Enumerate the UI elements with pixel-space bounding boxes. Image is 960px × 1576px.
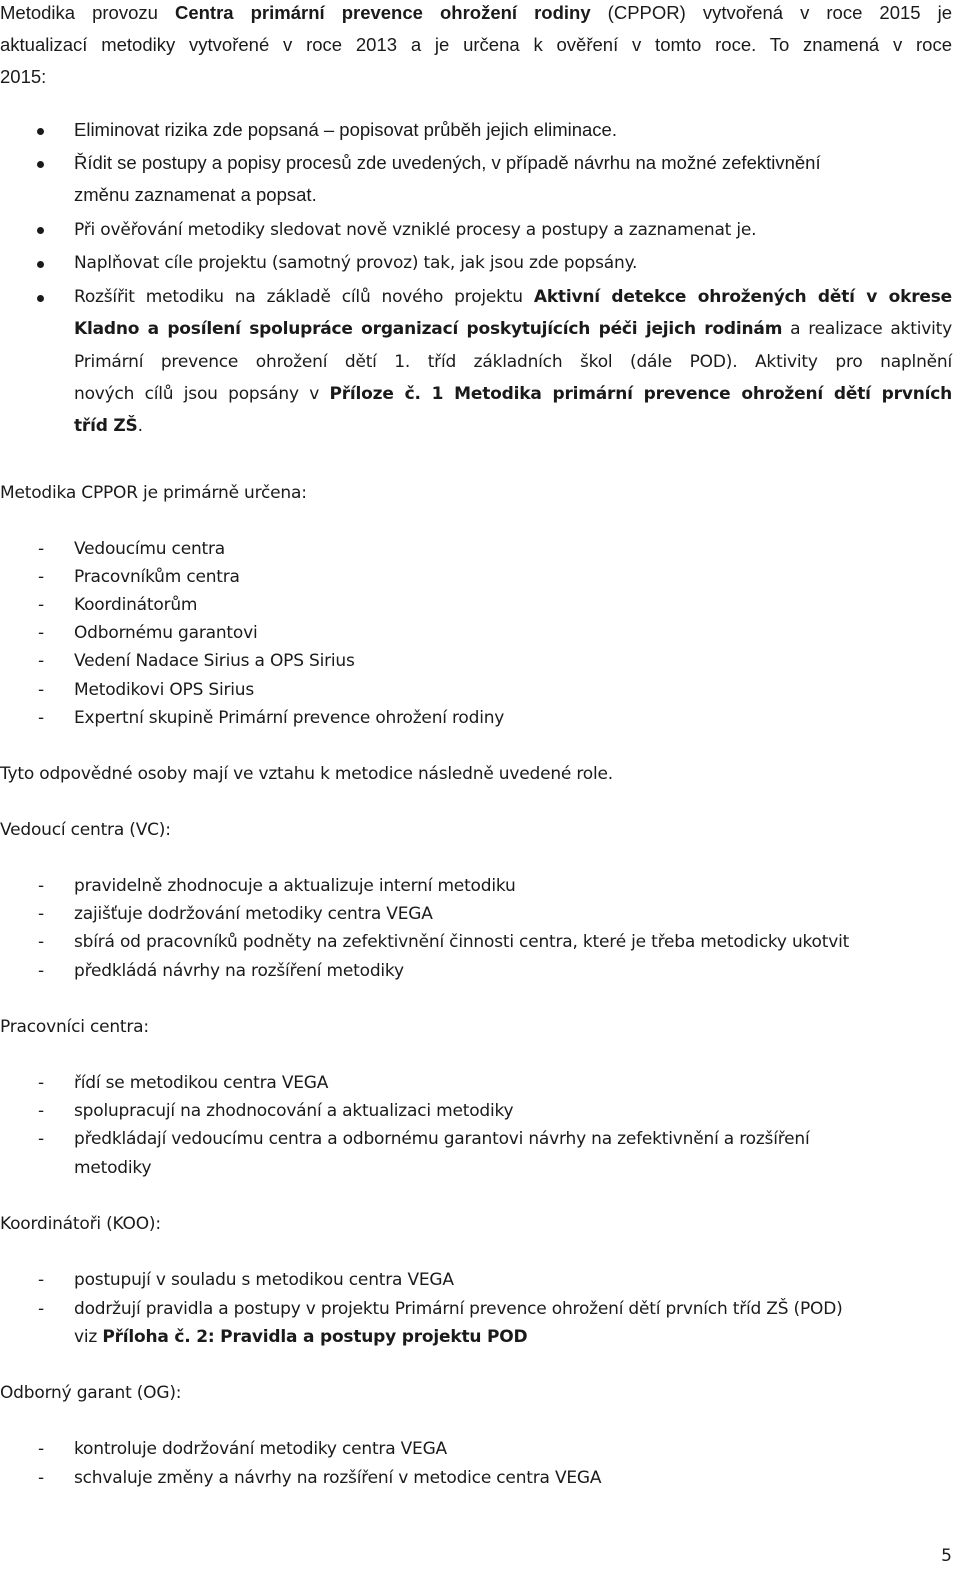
pc-item: spolupracují na zhodnocování a aktualizaci metodiky (74, 1101, 514, 1121)
vc-item: pravidelně zhodnocuje a aktualizuje interní metodiku (74, 876, 516, 896)
intro-line-1: Metodika provozu Centra primární prevence ohrožení rodiny (CPPOR) vytvořená v roce 2015 je (0, 2, 953, 23)
og-heading: Odborný garant (OG): (0, 1383, 182, 1403)
list-dash: - (38, 932, 45, 952)
koo-item: postupují v souladu s metodikou centra VEGA (74, 1270, 454, 1290)
page-number: 5 (941, 1546, 952, 1566)
list-dash: - (38, 680, 45, 700)
intro-line-2: aktualizací metodiky vytvořené v roce 2013 a je určena k ověření v tomto roce. To znamená v roce (0, 34, 952, 55)
bullet-item-5-line-5: tříd ZŠ. (74, 416, 143, 436)
list-dash: - (38, 876, 45, 896)
list-dash: - (38, 1468, 45, 1488)
intro-line-3: 2015: (0, 66, 47, 87)
pc-item-continuation: metodiky (74, 1158, 152, 1178)
koo-item-continuation: viz Příloha č. 2: Pravidla a postupy projektu POD (74, 1327, 528, 1347)
pc-item: předkládají vedoucímu centra a odbornému garantovi návrhy na zefektivnění a rozšíření (74, 1129, 810, 1149)
pc-heading: Pracovníci centra: (0, 1017, 149, 1037)
og-item: kontroluje dodržování metodiky centra VEGA (74, 1439, 447, 1459)
list-dash: - (38, 904, 45, 924)
target-item: Odbornému garantovi (74, 623, 258, 643)
roles-sentence: Tyto odpovědné osoby mají ve vztahu k metodice následně uvedené role. (0, 764, 613, 784)
list-dash: - (38, 1073, 45, 1093)
vc-item: předkládá návrhy na rozšíření metodiky (74, 961, 404, 981)
target-item: Koordinátorům (74, 595, 198, 615)
target-item: Metodikovi OPS Sirius (74, 680, 255, 700)
list-dash: - (38, 1439, 45, 1459)
list-dash: - (38, 1101, 45, 1121)
list-dash: - (38, 1129, 45, 1149)
pc-item: řídí se metodikou centra VEGA (74, 1073, 329, 1093)
bullet-dot (37, 128, 44, 135)
bullet-item-4: Naplňovat cíle projektu (samotný provoz) tak, jak jsou zde popsány. (74, 253, 638, 273)
list-dash: - (38, 708, 45, 728)
bullet-item-5-line-2: Kladno a posílení spolupráce organizací poskytujících péči jejich rodinám a realizace aktivity (74, 319, 952, 339)
bullet-dot (37, 227, 44, 234)
bullet-dot (37, 161, 44, 168)
vc-item: sbírá od pracovníků podněty na zefektivnění činnosti centra, které je třeba metodicky ukotvit (74, 932, 850, 952)
og-item: schvaluje změny a návrhy na rozšíření v metodice centra VEGA (74, 1468, 602, 1488)
bullet-item-5-line-1: Rozšířit metodiku na základě cílů nového projektu Aktivní detekce ohrožených dětí v okrese (74, 287, 952, 307)
vc-item: zajišťuje dodržování metodiky centra VEGA (74, 904, 433, 924)
bullet-item-2-line-1: Řídit se postupy a popisy procesů zde uvedených, v případě návrhu na možné zefektivnění (74, 152, 821, 173)
centre-name: Centra primární prevence ohrožení rodiny (174, 2, 591, 23)
koo-heading: Koordinátoři (KOO): (0, 1214, 161, 1234)
bullet-item-1: Eliminovat rizika zde popsaná – popisovat průběh jejich eliminace. (74, 119, 617, 140)
target-item: Pracovníkům centra (74, 567, 240, 587)
bullet-dot (37, 261, 44, 268)
target-heading: Metodika CPPOR je primárně určena: (0, 483, 307, 503)
target-item: Expertní skupině Primární prevence ohrožení rodiny (74, 708, 505, 728)
list-dash: - (38, 567, 45, 587)
list-dash: - (38, 651, 45, 671)
bullet-dot (37, 295, 44, 302)
list-dash: - (38, 623, 45, 643)
list-dash: - (38, 1270, 45, 1290)
target-item: Vedení Nadace Sirius a OPS Sirius (74, 651, 355, 671)
vc-heading: Vedoucí centra (VC): (0, 820, 171, 840)
list-dash: - (38, 539, 45, 559)
bullet-item-5-line-4: nových cílů jsou popsány v Příloze č. 1 Metodika primární prevence ohrožení dětí prvních (74, 384, 953, 404)
bullet-item-3: Při ověřování metodiky sledovat nově vzniklé procesy a postupy a zaznamenat je. (74, 220, 757, 240)
target-item: Vedoucímu centra (74, 539, 225, 559)
list-dash: - (38, 961, 45, 981)
bullet-item-5-line-3: Primární prevence ohrožení dětí 1. tříd základních škol (dále POD). Aktivity pro naplnění (74, 352, 952, 372)
list-dash: - (38, 1299, 45, 1319)
bullet-item-2-line-2: změnu zaznamenat a popsat. (74, 184, 317, 205)
koo-item: dodržují pravidla a postupy v projektu Primární prevence ohrožení dětí prvních tříd ZŠ (POD) (74, 1299, 843, 1319)
list-dash: - (38, 595, 45, 615)
